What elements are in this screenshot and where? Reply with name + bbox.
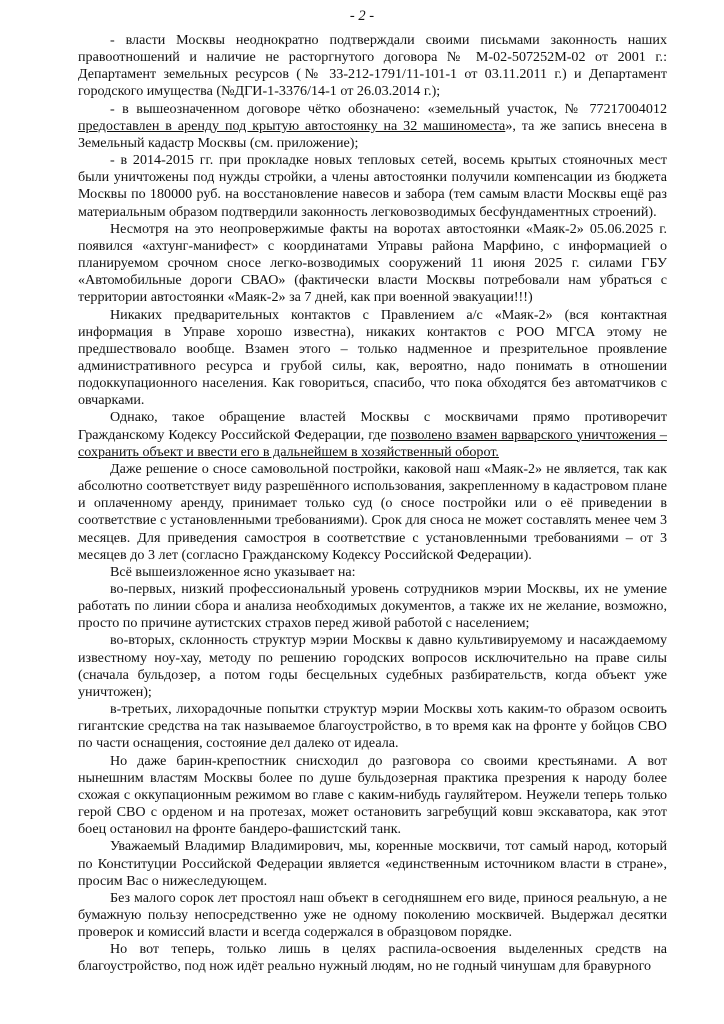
paragraph-text: Уважаемый Владимир Владимирович, мы, коренные москвичи, тот самый народ, который по Конституции Российской Федерации является «единственным источником власти в стране», просим Вас о нижеследующем. [78,838,667,889]
paragraph [78,32,667,101]
paragraph [78,152,667,221]
paragraph-text: Без малого сорок лет простоял наш объект в сегодняшнем его виде, принося реальную, а не бумажную пользу непосредственно уже не одному поколению москвичей. Выдержал десятки проверок и комиссий власти и всегда содержался в образцовом порядке. [78,889,667,941]
paragraph [78,632,667,701]
paragraph [78,461,667,564]
paragraph [78,221,667,307]
paragraph-text: », та же запись внесена в Земельный кадастр Москвы (см. приложение); [78,117,667,151]
document-body [78,32,667,976]
paragraph-text: Даже решение о сносе самовольной постройки, каковой наш «Маяк-2» не является, так как абсолютно соответствует виду разрешённого использования, закрепленному в кадастровом плане и оплаченному аренду, принимает только суд (о сносе постройки или о её приведении в соответствие с установленными требованиями). Срок для сноса не может составлять менее чем 3 месяцев. Для приведения самостроя в соответствие с установленными требованиями – от 3 месяцев до 3 лет (согласно Гражданскому Кодексу Российской Федерации). [78,460,667,563]
paragraph-text: Несмотря на это неопровержимые факты на воротах автостоянки «Маяк-2» 05.06.2025 г. появился «ахтунг-манифест» с координатами Управы района Марфино, с информацией о планируемом срочном сносе легко-возводимых сооружений 11 июня 2025 г. силами ГБУ «Автомобильные дороги СВАО» (фактически власти Москвы потребовали нам убраться с территории автостоянки «Маяк-2» за 7 дней, как при военной эвакуации!!!) [78,220,667,306]
underlined-text: предоставлен в аренду под крытую автостоянку на 32 машиноместа [78,117,506,134]
paragraph [78,941,667,975]
paragraph [78,701,667,752]
paragraph [78,890,667,941]
underlined-text: позволено взамен варварского уничтожения – сохранить объект и ввести его в дальнейшем в хозяйственный оборот. [78,426,667,460]
page-number: - 2 - [349,8,375,24]
paragraph-text: Всё вышеизложенное ясно указывает на: [110,563,356,580]
paragraph-text: во-первых, низкий профессиональный уровень сотрудников мэрии Москвы, их не умение работать по линии сбора и анализа необходимых документов, а также их не желание, возможно, просто по причине аутистских страхов перед живой работой с населением; [78,581,667,632]
paragraph [78,753,667,839]
paragraph [78,838,667,889]
paragraph [78,409,667,460]
paragraph [78,564,667,581]
paragraph [78,101,667,152]
paragraph-text: во-вторых, склонность структур мэрии Москвы к давно культивируемому и насаждаемому известному ноу-хау, методу по решению городских вопросов исключительно на праве силы (сначала бульдозер, а потом годы бесцельных судебных разбирательств, когда объект уже уничтожен); [78,632,667,700]
paragraph-text: Никаких предварительных контактов с Правлением а/с «Маяк-2» (вся контактная информация в Управе хорошо известна), никаких контактов с РОО МГСА этому не предшествовало вообще. Взамен этого – только надменное и презрительное проявление административного ресурса и грубой силы, как, вероятно, надо понимать в отношении подоккупационного населения. Как говориться, спасибо, что пока обходятся без автоматчиков с овчарками. [78,306,667,409]
paragraph [78,307,667,410]
paragraph-text: - в 2014-2015 гг. при прокладке новых тепловых сетей, восемь крытых стояночных мест были уничтожены под нужды стройки, а члены автостоянки получили компенсации из бюджета Москвы по 180000 руб. на восстановление навесов и забора (тем самым власти Москвы ещё раз материальным образом подтвердили законность легковозводимых бесфундаментных строений). [78,152,667,220]
paragraph-text: - в вышеозначенном договоре чётко обозначено: «земельный участок, № 77217004012 [110,100,667,117]
paragraph-text: Однако, такое обращение властей Москвы с москвичами прямо противоречит Гражданскому Кодексу Российской Федерации, где [78,409,667,443]
paragraph-text: в-третьих, лихорадочные попытки структур мэрии Москвы хоть каким-то образом освоить гигантские средства на так называемое благоустройство, в то время как на фронте у бойцов СВО по части оснащения, состояние дел далеко от идеала. [78,701,667,752]
paragraph-text: - власти Москвы неоднократно подтверждали своими письмами законность наших правоотношений и наличие не расторгнутого договора № М-02-507252М-02 от 2001 г.: Департамент земельных ресурсов (№ 33-212-1791/11-101-1 от 03.11.2011 г.) и Департамент городского имущества (№ДГИ-1-3376/14-1 от 26.03.2014 г.); [78,32,667,100]
paragraph-text: Но даже барин-крепостник снисходил до разговора со своими крестьянами. А вот нынешним властям Москвы более по душе бульдозерная практика презрения к народу более схожая с оккупационным режимом во главе с каким-нибудь гауляйтером. Неужели теперь только герой СВО с орденом и на протезах, может остановить загребущий ковш экскаватора, как этот боец остановил на фронте бандеро-фашистский танк. [78,752,667,838]
paragraph [78,581,667,632]
paragraph-text: Но вот теперь, только лишь в целях распила-освоения выделенных средств на благоустройство, под нож идёт реально нужный людям, но не годный чинушам для бравурного [78,941,667,975]
